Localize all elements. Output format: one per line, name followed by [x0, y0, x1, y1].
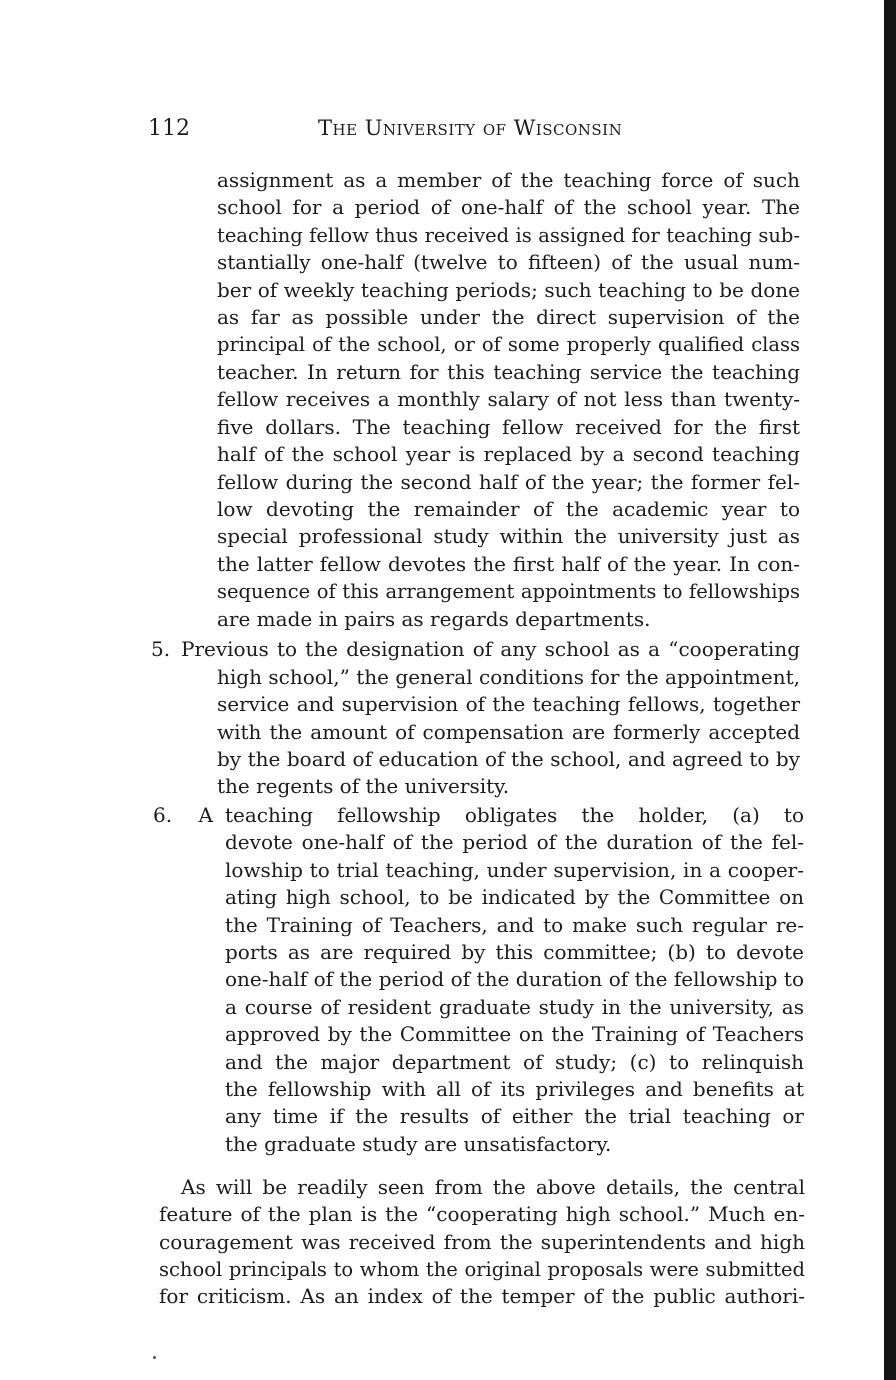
text-line: ber of weekly teaching periods; such teaching to be done	[217, 278, 800, 302]
text-line: sequence of this arrangement appointments to fellowships	[217, 580, 800, 603]
text-line: low devoting the remainder of the academic year to	[217, 497, 800, 521]
text-line: fellow during the second half of the year; the former fel-	[217, 470, 800, 494]
text-line: lowship to trial teaching, under supervision, in a cooper-	[225, 858, 804, 882]
text-line: one-half of the period of the duration of the fellowship to	[225, 967, 804, 991]
text-line: special professional study within the university just as	[217, 524, 800, 548]
text-line: school principals to whom the original proposals were submitted	[159, 1258, 805, 1281]
text-line: teaching fellow thus received is assigned for teaching sub-	[217, 224, 800, 247]
page-edge-shadow	[884, 0, 896, 1380]
text-line: half of the school year is replaced by a second teaching	[217, 442, 800, 466]
text-line: Previous to the designation of any school as a “cooperating	[181, 637, 800, 661]
text-line: are made in pairs as regards departments.	[217, 607, 651, 631]
text-line: stantially one-half (twelve to fifteen) of the usual num-	[217, 250, 800, 274]
scan-speck	[153, 1356, 156, 1359]
page-header	[148, 116, 808, 146]
text-line: with the amount of compensation are formerly accepted	[217, 720, 800, 744]
text-line: service and supervision of the teaching fellows, together	[217, 692, 800, 716]
text-line: approved by the Committee on the Training of Teachers	[225, 1022, 804, 1046]
text-line: assignment as a member of the teaching force of such	[217, 168, 800, 192]
item-number: 6. A	[153, 803, 213, 827]
text-line: by the board of education of the school, and agreed to by	[217, 747, 800, 771]
text-line: a course of resident graduate study in the university, as	[225, 995, 804, 1019]
text-line: the latter fellow devotes the first half of the year. In con-	[217, 552, 800, 576]
running-title: The University of Wisconsin	[318, 116, 623, 140]
text-line: devote one-half of the period of the duration of the fel-	[225, 830, 804, 854]
text-line: feature of the plan is the “cooperating high school.” Much en-	[159, 1202, 805, 1226]
text-line: five dollars. The teaching fellow received for the first	[217, 415, 800, 439]
text-line: teacher. In return for this teaching service the teaching	[217, 360, 800, 384]
text-line: for criticism. As an index of the temper of the public authori-	[159, 1284, 805, 1308]
text-line: the Training of Teachers, and to make such regular re-	[225, 913, 804, 937]
text-line: school for a period of one-half of the school year. The	[217, 195, 800, 219]
text-line: principal of the school, or of some properly qualified class	[217, 333, 800, 356]
text-line: fellow receives a monthly salary of not less than twenty-	[217, 387, 800, 411]
text-line: as far as possible under the direct supervision of the	[217, 305, 800, 329]
text-line: high school,” the general conditions for the appointment,	[217, 665, 800, 689]
text-line: couragement was received from the superintendents and high	[159, 1230, 805, 1254]
text-line: ports as are required by this committee; (b) to devote	[225, 940, 804, 964]
text-line: the graduate study are unsatisfactory.	[225, 1132, 612, 1156]
text-line: As will be readily seen from the above details, the central	[181, 1175, 805, 1199]
item-number: 5.	[151, 637, 171, 661]
text-line: the fellowship with all of its privileges and benefits at	[225, 1077, 804, 1101]
text-line: any time if the results of either the trial teaching or	[225, 1104, 804, 1128]
text-line: the regents of the university.	[217, 774, 510, 798]
text-line: teaching fellowship obligates the holder, (a) to	[225, 803, 804, 827]
text-line: ating high school, to be indicated by the Committee on	[225, 885, 804, 909]
page-number: 112	[148, 116, 190, 141]
text-line: and the major department of study; (c) to relinquish	[225, 1050, 804, 1074]
